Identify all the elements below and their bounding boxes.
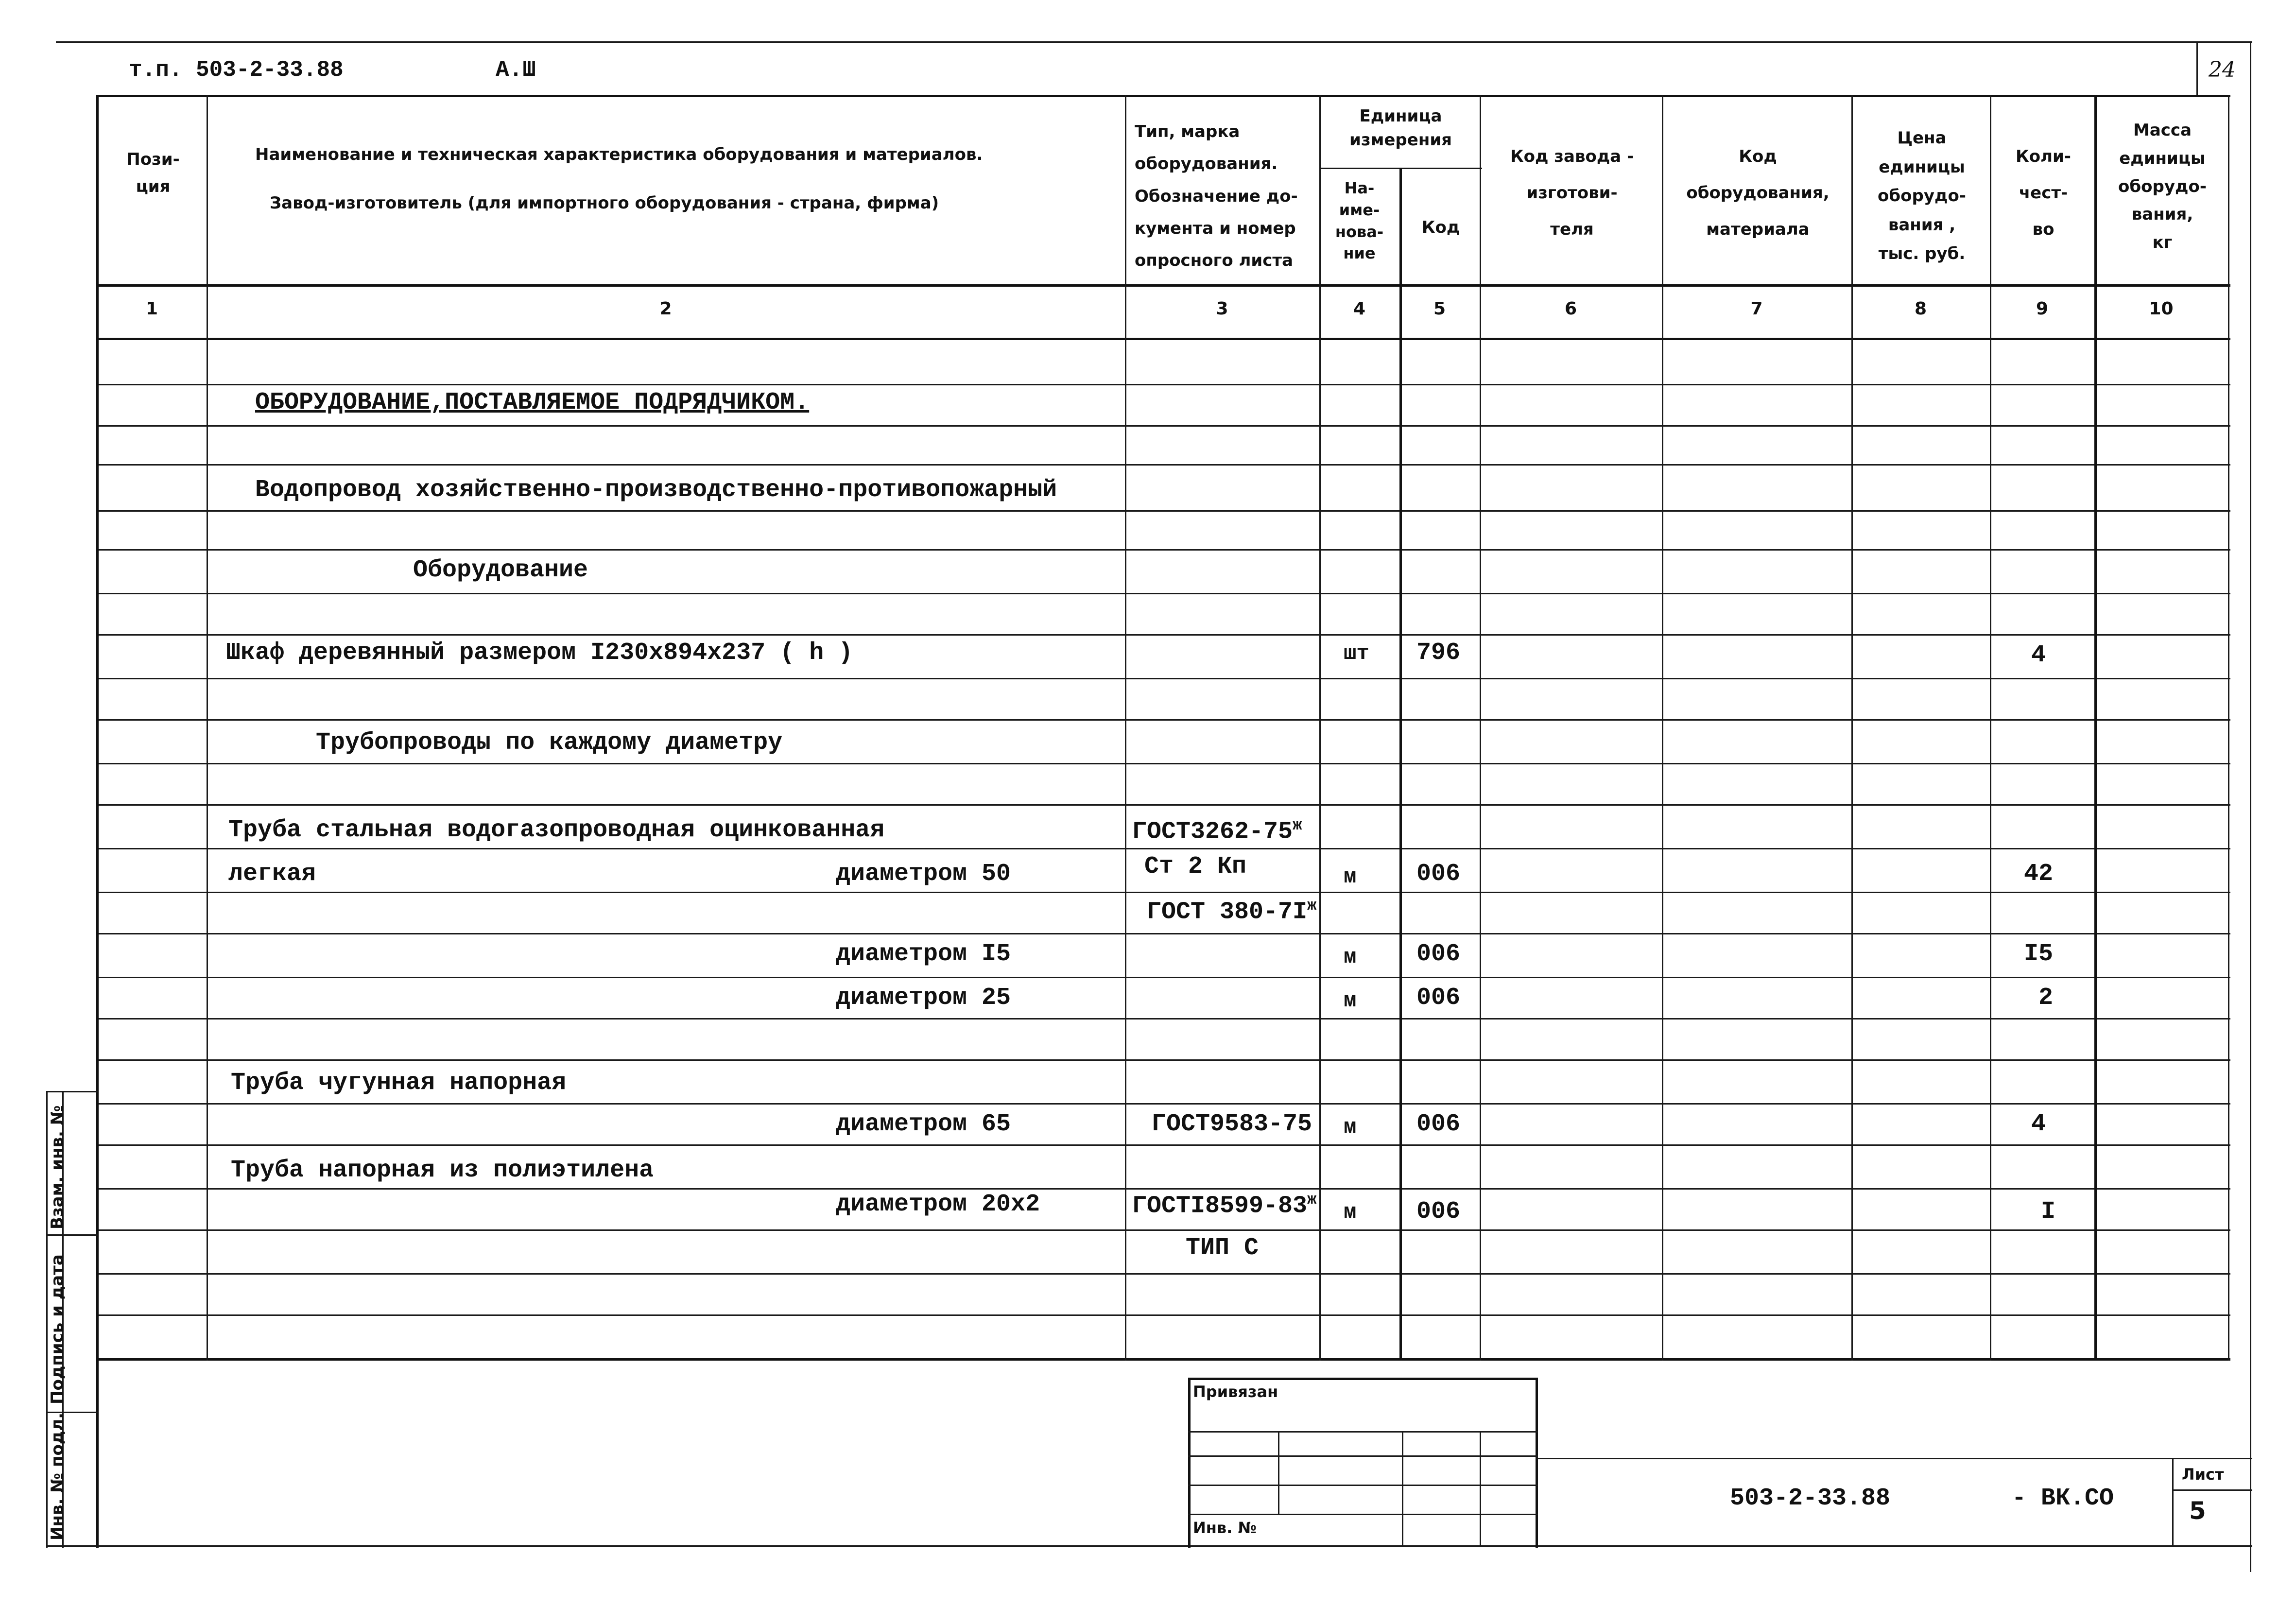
header-unit-name: На- име- нова- ние bbox=[1335, 179, 1384, 263]
pipe-cast-iron-code: 006 bbox=[1416, 1110, 1461, 1138]
colnum-3: 3 bbox=[1216, 299, 1228, 319]
item-cabinet-unit: шт bbox=[1344, 641, 1369, 666]
header-name-line1: Наименование и техническая характеристика оборудования и материалов. bbox=[255, 145, 983, 164]
pipe-steel-d25-code: 006 bbox=[1416, 984, 1461, 1012]
header-price: Цена единицы оборудо- вания , тыс. руб. bbox=[1878, 128, 1966, 263]
header-quantity: Коли- чест- во bbox=[2016, 147, 2071, 239]
pipe-steel-d15-qty: I5 bbox=[2024, 940, 2054, 968]
header-name-line2: Завод-изготовитель (для импортного оборудования - страна, фирма) bbox=[270, 193, 939, 213]
colnum-7: 7 bbox=[1750, 299, 1763, 319]
right-border bbox=[2250, 41, 2251, 1572]
pipe-steel-d50: диаметром 50 bbox=[836, 860, 1011, 888]
colnum-5: 5 bbox=[1433, 299, 1446, 319]
stamp-original-inv: Инв. № подл. bbox=[48, 1412, 67, 1540]
header-type: Тип, марка оборудования. Обозначение до- кумента и номер опросного листа bbox=[1135, 122, 1298, 271]
stamp-replacement-inv: Взам. инв. № bbox=[48, 1105, 67, 1229]
header-unit: Единица измерения bbox=[1349, 106, 1452, 150]
pipe-steel-d15: диаметром I5 bbox=[836, 940, 1011, 968]
pipe-steel-d15-unit: м bbox=[1344, 945, 1357, 969]
colnum-8: 8 bbox=[1914, 299, 1927, 319]
subsection-water-supply: Водопровод хозяйственно-производственно-противопожарный bbox=[255, 476, 1057, 504]
pipe-polyethylene-d20: диаметром 20x2 bbox=[836, 1191, 1040, 1218]
inv-no-label: Инв. № bbox=[1193, 1519, 1257, 1537]
pipe-steel-d25-unit: м bbox=[1344, 989, 1357, 1013]
subsection-equipment: Оборудование bbox=[413, 556, 588, 584]
sheet-number: 5 bbox=[2189, 1497, 2206, 1525]
pipe-polyethylene-code: 006 bbox=[1416, 1198, 1461, 1226]
item-cabinet-code: 796 bbox=[1416, 639, 1461, 667]
pipe-steel-d15-code: 006 bbox=[1416, 940, 1461, 968]
subsection-pipelines: Трубопроводы по каждому диаметру bbox=[316, 729, 783, 757]
header-mass: Масса единицы оборудо- вания, кг bbox=[2118, 121, 2207, 253]
album-number: А.Ш bbox=[496, 57, 536, 83]
pipe-cast-iron-standard: ГОСТ9583-75 bbox=[1152, 1110, 1312, 1138]
document-code: 503-2-33.88 bbox=[1730, 1485, 1891, 1512]
colnum-1: 1 bbox=[145, 299, 158, 319]
header-factory-code: Код завода - изготови- теля bbox=[1510, 147, 1634, 239]
pipe-steel-d25: диаметром 25 bbox=[836, 984, 1011, 1012]
top-border bbox=[56, 41, 2252, 43]
pipe-steel-d50-unit: м bbox=[1344, 865, 1357, 889]
pipe-cast-iron-qty: 4 bbox=[2031, 1110, 2046, 1138]
pipe-polyethylene-name: Труба напорная из полиэтилена bbox=[231, 1157, 654, 1184]
colnum-6: 6 bbox=[1564, 299, 1577, 319]
pipe-steel-material: Ст 2 Кп bbox=[1144, 853, 1247, 881]
header-position: Пози- ция bbox=[126, 150, 180, 197]
item-cabinet-name: Шкаф деревянный размером I230x894x237 ( h ) bbox=[226, 639, 853, 667]
document-mark: - ВК.СО bbox=[2012, 1485, 2114, 1512]
pipe-polyethylene-type: ТИП С bbox=[1186, 1234, 1259, 1262]
stamp-signature-date: Подпись и дата bbox=[48, 1254, 67, 1404]
pipe-steel-name: Труба стальная водогазопроводная оцинкованная bbox=[228, 816, 885, 844]
pipe-steel-type: легкая bbox=[228, 860, 316, 888]
privyazan-label: Привязан bbox=[1193, 1382, 1278, 1401]
page-number-box bbox=[2196, 41, 2198, 97]
pipe-steel-d50-code: 006 bbox=[1416, 860, 1461, 888]
colnum-2: 2 bbox=[659, 299, 672, 319]
pipe-steel-standard2: ГОСТ $380-7I^ж$ bbox=[1147, 897, 1317, 926]
project-number: т.п. 503-2-33.88 bbox=[129, 57, 344, 83]
colnum-9: 9 bbox=[2036, 299, 2049, 319]
pipe-steel-d50-qty: 42 bbox=[2024, 860, 2054, 888]
sheet-label: Лист bbox=[2182, 1465, 2224, 1484]
pipe-cast-iron-name: Труба чугунная напорная bbox=[231, 1069, 567, 1097]
colnum-4: 4 bbox=[1353, 299, 1366, 319]
pipe-polyethylene-unit: м bbox=[1344, 1200, 1357, 1225]
header-equipment-code: Код оборудования, материала bbox=[1686, 147, 1830, 239]
section-title: ОБОРУДОВАНИЕ,ПОСТАВЛЯЕМОЕ ПОДРЯДЧИКОМ. bbox=[255, 389, 810, 416]
pipe-cast-iron-d65: диаметром 65 bbox=[836, 1110, 1011, 1138]
pipe-steel-standard: $ГОСТ3262-75^ж$ bbox=[1132, 816, 1302, 846]
pipe-cast-iron-unit: м bbox=[1344, 1115, 1357, 1140]
pipe-steel-d25-qty: 2 bbox=[2038, 984, 2054, 1012]
header-unit-code: Код bbox=[1421, 218, 1460, 237]
item-cabinet-qty: 4 bbox=[2031, 641, 2046, 669]
pipe-polyethylene-standard: $ГОСТI8599-83^ж$ bbox=[1132, 1191, 1317, 1220]
pipe-polyethylene-qty: I bbox=[2041, 1198, 2056, 1226]
sheet-page-number: 24 bbox=[2209, 57, 2236, 82]
colnum-10: 10 bbox=[2149, 299, 2174, 319]
